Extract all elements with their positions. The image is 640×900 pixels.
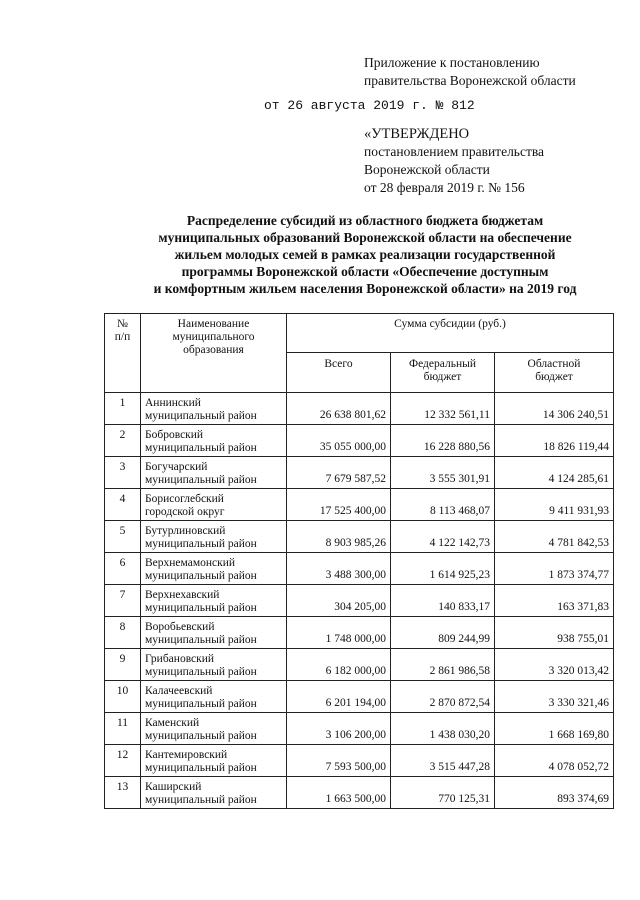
header-total: Всего: [287, 353, 391, 393]
table-row: [105, 425, 614, 457]
table-row: [105, 649, 614, 681]
row-number: 10: [105, 681, 141, 713]
table-row: [105, 585, 614, 617]
total-amount: 6 201 194,00: [287, 681, 391, 713]
municipality-name: [141, 745, 287, 777]
municipality-name: [141, 521, 287, 553]
regional-amount: 18 826 119,44: [495, 425, 614, 457]
table-row: [105, 745, 614, 777]
municipality-name-line-1: Бутурлиновский: [145, 525, 226, 537]
municipality-name-line-1: Борисоглебский: [145, 493, 224, 505]
total-amount: 1 663 500,00: [287, 777, 391, 809]
municipality-name-line-2: муниципальный район: [145, 538, 257, 550]
approved-line-2: постановлением правительства: [364, 144, 545, 159]
regional-amount: 9 411 931,93: [495, 489, 614, 521]
municipality-name: [141, 489, 287, 521]
municipality-name-line-2: муниципальный район: [145, 698, 257, 710]
row-number: 3: [105, 457, 141, 489]
regional-amount: 4 078 052,72: [495, 745, 614, 777]
municipality-name: [141, 777, 287, 809]
title-line: жильем молодых семей в рамках реализации государственной: [174, 247, 556, 262]
appendix-line-2: правительства Воронежской области: [364, 73, 576, 88]
table-row: [105, 681, 614, 713]
municipality-name-line-2: городской округ: [145, 506, 225, 518]
total-amount: 17 525 400,00: [287, 489, 391, 521]
federal-amount: 1 614 925,23: [391, 553, 495, 585]
regional-amount: 3 320 013,42: [495, 649, 614, 681]
title-line: Распределение субсидий из областного бюджета бюджетам: [186, 213, 544, 228]
municipality-name-line-1: Верхнемамонский: [145, 557, 236, 569]
municipality-name-line-1: Калачеевский: [145, 685, 213, 697]
federal-amount: 1 438 030,20: [391, 713, 495, 745]
total-amount: 3 106 200,00: [287, 713, 391, 745]
municipality-name-line-1: Каширский: [145, 781, 202, 793]
federal-amount: 3 515 447,28: [391, 745, 495, 777]
municipality-name-line-2: муниципальный район: [145, 730, 257, 742]
total-amount: 35 055 000,00: [287, 425, 391, 457]
table-row: [105, 393, 614, 425]
row-number: 8: [105, 617, 141, 649]
municipality-name-line-1: Каменский: [145, 717, 200, 729]
municipality-name: [141, 713, 287, 745]
total-amount: 7 593 500,00: [287, 745, 391, 777]
title-line: и комфортным жильем населения Воронежской области» на 2019 год: [153, 281, 577, 296]
header-regional-line: Областной: [527, 358, 581, 370]
federal-amount: 3 555 301,91: [391, 457, 495, 489]
table-body: [105, 393, 614, 809]
title-line: программы Воронежской области «Обеспечение доступным: [181, 264, 549, 279]
regional-amount: 1 668 169,80: [495, 713, 614, 745]
table-row: [105, 521, 614, 553]
table-row: [105, 777, 614, 809]
municipality-name-line-2: муниципальный район: [145, 442, 257, 454]
regional-amount: 4 781 842,53: [495, 521, 614, 553]
row-number: 12: [105, 745, 141, 777]
municipality-name-line-1: Аннинский: [145, 397, 201, 409]
header-number-line: п/п: [114, 331, 131, 343]
row-number: 5: [105, 521, 141, 553]
regional-amount: 893 374,69: [495, 777, 614, 809]
municipality-name-line-2: муниципальный район: [145, 666, 257, 678]
approved-heading: «УТВЕРЖДЕНО: [364, 126, 470, 142]
municipality-name-line-2: муниципальный район: [145, 634, 257, 646]
municipality-name: [141, 681, 287, 713]
total-amount: 6 182 000,00: [287, 649, 391, 681]
regional-amount: 1 873 374,77: [495, 553, 614, 585]
total-amount: 304 205,00: [287, 585, 391, 617]
approved-line-3: Воронежской области: [364, 162, 490, 177]
header-name-line: Наименование: [177, 318, 250, 330]
total-amount: 3 488 300,00: [287, 553, 391, 585]
municipality-name-line-1: Кантемировский: [145, 749, 228, 761]
header-federal: [391, 353, 495, 393]
federal-amount: 809 244,99: [391, 617, 495, 649]
municipality-name-line-2: муниципальный район: [145, 794, 257, 806]
appendix-line-1: Приложение к постановлению: [364, 55, 540, 70]
regional-amount: 14 306 240,51: [495, 393, 614, 425]
regional-amount: 938 755,01: [495, 617, 614, 649]
subsidy-table: [104, 313, 614, 809]
municipality-name: [141, 425, 287, 457]
municipality-name: [141, 553, 287, 585]
municipality-name-line-2: муниципальный район: [145, 474, 257, 486]
municipality-name-line-1: Верхнехавский: [145, 589, 220, 601]
municipality-name-line-1: Грибановский: [145, 653, 215, 665]
municipality-name: [141, 393, 287, 425]
total-amount: 1 748 000,00: [287, 617, 391, 649]
document-title: [80, 212, 640, 297]
federal-amount: 4 122 142,73: [391, 521, 495, 553]
header-name: [141, 314, 287, 393]
approved-line-4: от 28 февраля 2019 г. № 156: [364, 180, 525, 195]
header-number: [105, 314, 141, 393]
federal-amount: 2 861 986,58: [391, 649, 495, 681]
appendix-block: [364, 54, 576, 90]
federal-amount: 12 332 561,11: [391, 393, 495, 425]
row-number: 2: [105, 425, 141, 457]
row-number: 13: [105, 777, 141, 809]
table-row: [105, 489, 614, 521]
total-amount: 26 638 801,62: [287, 393, 391, 425]
regional-amount: 4 124 285,61: [495, 457, 614, 489]
row-number: 7: [105, 585, 141, 617]
municipality-name-line-1: Богучарский: [145, 461, 208, 473]
header-federal-line: бюджет: [423, 371, 462, 383]
municipality-name-line-1: Воробьевский: [145, 621, 215, 633]
header-number-line: №: [117, 318, 128, 330]
header-federal-line: Федеральный: [409, 358, 476, 370]
row-number: 1: [105, 393, 141, 425]
federal-amount: 16 228 880,56: [391, 425, 495, 457]
row-number: 4: [105, 489, 141, 521]
regional-amount: 3 330 321,46: [495, 681, 614, 713]
total-amount: 7 679 587,52: [287, 457, 391, 489]
federal-amount: 140 833,17: [391, 585, 495, 617]
federal-amount: 2 870 872,54: [391, 681, 495, 713]
municipality-name-line-2: муниципальный район: [145, 410, 257, 422]
decree-date-line: от 26 августа 2019 г. № 812: [264, 98, 475, 113]
total-amount: 8 903 985,26: [287, 521, 391, 553]
table-row: [105, 713, 614, 745]
table-row: [105, 553, 614, 585]
row-number: 11: [105, 713, 141, 745]
municipality-name: [141, 649, 287, 681]
municipality-name: [141, 457, 287, 489]
municipality-name-line-2: муниципальный район: [145, 570, 257, 582]
table-row: [105, 617, 614, 649]
row-number: 6: [105, 553, 141, 585]
municipality-name: [141, 585, 287, 617]
federal-amount: 770 125,31: [391, 777, 495, 809]
federal-amount: 8 113 468,07: [391, 489, 495, 521]
header-regional-line: бюджет: [535, 371, 573, 383]
header-regional: [495, 353, 614, 393]
header-subsidy-sum: Сумма субсидии (руб.): [287, 314, 614, 353]
header-name-line: образования: [183, 344, 244, 356]
municipality-name-line-1: Бобровский: [145, 429, 204, 441]
title-line: муниципальных образований Воронежской области на обеспечение: [158, 230, 572, 245]
municipality-name-line-2: муниципальный район: [145, 602, 257, 614]
header-name-line: муниципального: [172, 331, 255, 343]
approved-block: [364, 125, 544, 197]
regional-amount: 163 371,83: [495, 585, 614, 617]
row-number: 9: [105, 649, 141, 681]
municipality-name: [141, 617, 287, 649]
table-row: [105, 457, 614, 489]
municipality-name-line-2: муниципальный район: [145, 762, 257, 774]
